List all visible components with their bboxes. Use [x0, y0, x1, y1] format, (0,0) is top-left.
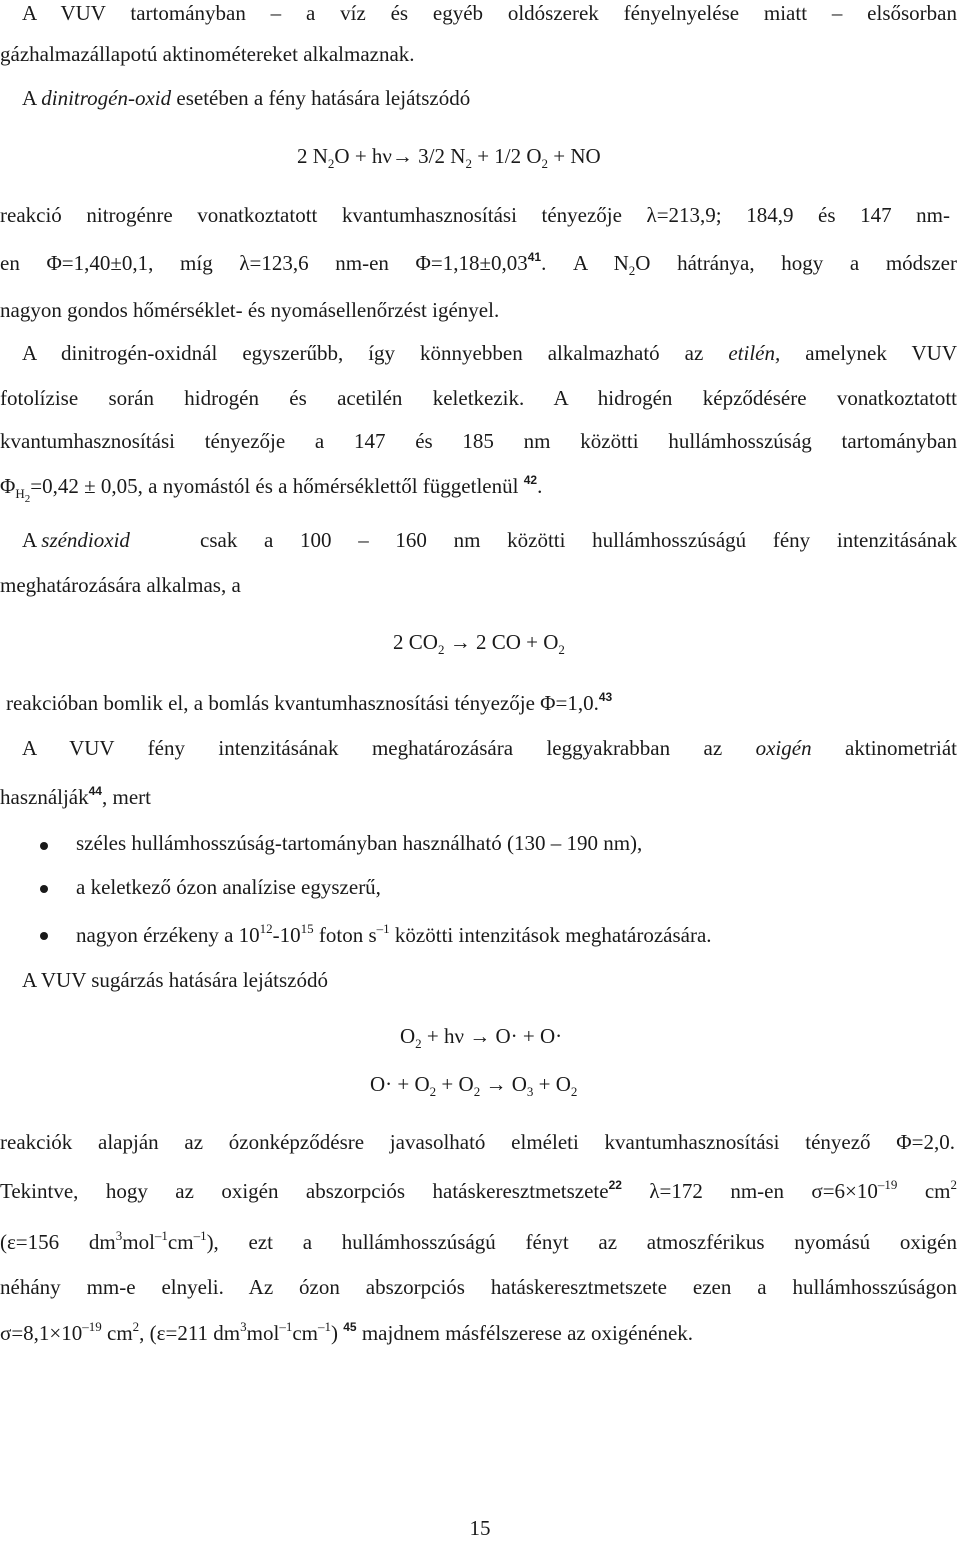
text-span: Tekintve, hogy az oxigén abszorpciós hatáskeresztmetszete: [0, 1179, 609, 1203]
subscript: 3: [526, 1084, 534, 1099]
reference-marker: 43: [598, 690, 613, 704]
superscript: –1: [193, 1228, 207, 1243]
equation-term: O + hν→ 3/2 N: [334, 144, 466, 168]
reference-marker: 41: [527, 250, 542, 264]
text-span: nagyon érzékeny a 10: [76, 923, 260, 947]
equation-term: → 2 CO + O: [444, 630, 559, 654]
text-line: meghatározására alkalmas, a: [0, 573, 241, 597]
subscript: 2: [429, 1084, 437, 1099]
text-span: (ε=156 dm: [0, 1230, 116, 1254]
text-line: [22, 88, 470, 109]
text-line: [0, 1228, 958, 1254]
subscript: 2: [24, 493, 31, 505]
subscript: 2: [628, 263, 636, 278]
text-line: kvantumhasznosítási tényezője a 147 és 185 nm közötti hullámhosszúság tartományban: [0, 429, 957, 453]
text-line: [22, 343, 957, 364]
superscript: –1: [317, 1319, 331, 1334]
text-span: cm: [292, 1321, 318, 1345]
text-line: reakciók alapján az ózonképződésre javasolható elméleti kvantumhasznosítási tényező Φ=2,0.: [0, 1130, 955, 1154]
text-span: használják: [0, 785, 89, 809]
equation-term: + O: [533, 1072, 571, 1096]
text-span: .: [537, 474, 543, 498]
text-line: A VUV sugárzás hatására lejátszódó: [22, 968, 328, 992]
text-span: O hátránya, hogy a módszer: [635, 251, 957, 275]
emphasis: dinitrogén-oxid: [41, 86, 172, 110]
equation-term: 2 CO: [393, 630, 438, 654]
text-line: [22, 530, 130, 551]
bullet-icon: [40, 932, 48, 940]
subscript: 2: [437, 642, 445, 657]
subscript: 2: [415, 1036, 422, 1051]
text-line: [22, 738, 957, 759]
text-span: -10: [272, 923, 301, 947]
superscript: 3: [240, 1319, 247, 1334]
text-line: [0, 784, 151, 809]
text-line: fotolízise során hidrogén és acetilén keletkezik. A hidrogén képződésére vonatkoztatott: [0, 386, 957, 410]
list-item: [76, 921, 712, 947]
symbol: Φ: [0, 474, 16, 498]
text-line: csak a 100 – 160 nm közötti hullámhosszúságú fény intenzitásának: [200, 528, 957, 552]
text-span: =0,42 ± 0,05, a nyomástól és a hőmérséklettől függetlenül: [30, 474, 519, 498]
text-span: majdnem másfélszerese az oxigénének.: [356, 1321, 694, 1345]
text-span: esetében a fény hatására lejátszódó: [171, 86, 471, 110]
text-span: mol: [122, 1230, 155, 1254]
text-line: [0, 1177, 957, 1203]
text-span: közötti intenzitások meghatározására.: [389, 923, 712, 947]
text-span: σ=8,1×10: [0, 1321, 83, 1345]
text-span: . A N: [541, 251, 629, 275]
text-line: gázhalmazállapotú aktinométereket alkalmaznak.: [0, 42, 415, 66]
text-span: foton s: [313, 923, 377, 947]
superscript: –1: [376, 921, 390, 936]
bullet-icon: [40, 842, 48, 850]
superscript: –19: [82, 1319, 102, 1334]
text-span: mol: [246, 1321, 280, 1345]
subscript: 2: [541, 156, 549, 171]
superscript: 12: [259, 921, 273, 936]
text-span: λ=172 nm-en σ=6×10: [621, 1179, 878, 1203]
reference-marker: 22: [608, 1178, 622, 1192]
text-line: néhány mm-e elnyeli. Az ózon abszorpciós hatáskeresztmetszete ezen a hullámhosszúságon: [0, 1275, 957, 1299]
text-line: A VUV tartományban – a víz és egyéb oldószerek fényelnyelése miatt – elsősorban: [22, 1, 957, 25]
text-span: cm: [897, 1179, 951, 1203]
subscript: 2: [327, 156, 335, 171]
page-number: 15: [469, 1516, 491, 1540]
text-line: [0, 1319, 694, 1345]
equation: [400, 1024, 563, 1051]
reference-marker: 44: [88, 784, 102, 798]
emphasis: oxigén: [755, 736, 812, 760]
text-line: [6, 690, 613, 715]
list-item: a keletkező ózon analízise egyszerű,: [76, 875, 381, 899]
text-span: ): [330, 1321, 338, 1345]
equation-term: + 1/2 O: [471, 144, 542, 168]
text-span: A: [22, 86, 42, 110]
text-span: A VUV fény intenzitásának meghatározására leggyakrabban az: [22, 736, 756, 760]
superscript: –1: [154, 1228, 168, 1243]
list-item: széles hullámhosszúság-tartományban használható (130 – 190 nm),: [76, 831, 643, 855]
text-span: ), ezt a hullámhosszúságú fényt az atmoszférikus nyomású oxigén: [206, 1230, 958, 1254]
subscript: 2: [473, 1084, 481, 1099]
equation: [393, 630, 565, 657]
equation-term: → O: [480, 1072, 527, 1096]
text-line: [0, 250, 957, 278]
superscript: –19: [877, 1177, 898, 1192]
reference-marker: 45: [343, 1320, 357, 1334]
text-span: en Φ=1,40±0,1, míg λ=123,6 nm-en Φ=1,18±0,03: [0, 251, 528, 275]
text-span: reakcióban bomlik el, a bomlás kvantumhasznosítási tényezője Φ=1,0.: [6, 691, 599, 715]
text-span: cm: [167, 1230, 194, 1254]
equation: [370, 1072, 578, 1099]
equation-term: + NO: [548, 144, 601, 168]
superscript: –1: [279, 1319, 293, 1334]
subscript: H: [15, 486, 25, 501]
emphasis: etilén,: [728, 341, 781, 365]
subscript: 2: [465, 156, 472, 171]
text-span: aktinometriát: [811, 736, 957, 760]
equation-term: O· + O: [370, 1072, 430, 1096]
superscript: 15: [300, 921, 314, 936]
emphasis: széndioxid: [41, 528, 130, 552]
equation-term: 2 N: [297, 144, 328, 168]
text-line: [0, 473, 543, 505]
text-span: A dinitrogén-oxidnál egyszerűbb, így könnyebben alkalmazható az: [22, 341, 729, 365]
subscript: 2: [570, 1084, 578, 1099]
text-line: nagyon gondos hőmérséklet- és nyomásellenőrzést igényel.: [0, 298, 500, 322]
text-span: , (ε=211 dm: [139, 1321, 241, 1345]
text-line: reakció nitrogénre vonatkoztatott kvantumhasznosítási tényezője λ=213,9; 184,9 és 147 nm-: [0, 203, 950, 227]
text-span: cm: [101, 1321, 133, 1345]
equation-term: + O: [436, 1072, 474, 1096]
text-span: A: [22, 528, 37, 552]
bullet-icon: [40, 885, 48, 893]
text-span: , mert: [101, 785, 151, 809]
equation-term: O: [400, 1024, 416, 1048]
superscript: 2: [950, 1177, 957, 1192]
equation: [297, 144, 601, 171]
superscript: 2: [132, 1319, 140, 1334]
text-span: amelynek VUV: [780, 341, 958, 365]
reference-marker: 42: [523, 473, 538, 487]
superscript: 3: [115, 1228, 123, 1243]
subscript: 2: [558, 642, 565, 657]
equation-term: + hν → O· + O·: [421, 1024, 563, 1048]
